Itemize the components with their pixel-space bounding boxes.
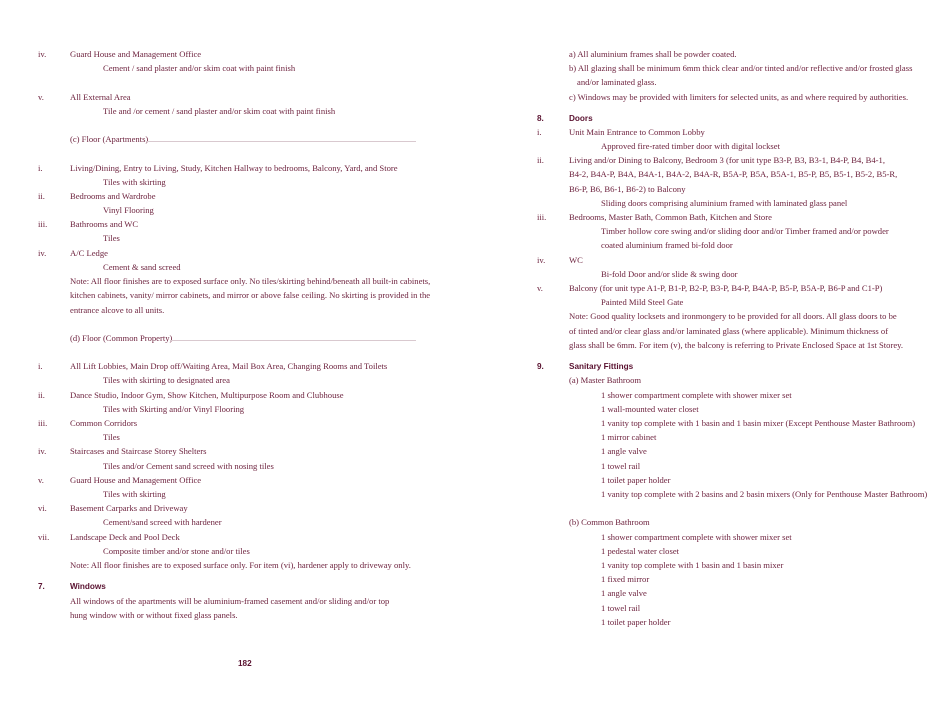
door-item-area: Balcony (for unit type A1-P, B1-P, B2-P, B3-P, B4-P, B4A-P, B5-P, B5A-P, B6-P and C1-P) — [569, 283, 883, 293]
door-item-area: B6-P, B6, B6-1, B6-2) to Balcony — [569, 184, 686, 194]
floor-common-note: Note: All floor finishes are to exposed surface only. For item (vi), hardener apply to driveway only. — [70, 560, 411, 570]
doors-note: glass shall be 6mm. For item (v), the balcony is referring to Private Enclosed Space at 1st Storey. — [569, 340, 904, 350]
master-bathroom-item: 1 shower compartment complete with shower mixer set — [601, 390, 792, 400]
door-item-area: B4-2, B4A-P, B4A, B4A-1, B4A-2, B4A-R, B5A-P, B5A, B5A-1, B5-P, B5, B5-1, B5-2, B5-R, — [569, 169, 898, 179]
door-item-spec: coated aluminium framed bi-fold door — [601, 240, 733, 250]
floor-apartments-note: kitchen cabinets, vanity/ mirror cabinets, and mirror or above false ceiling. No skirting is provided in the — [70, 290, 431, 300]
door-item-num: ii. — [537, 155, 544, 165]
floor-common-item-spec: Composite timber and/or stone and/or tiles — [103, 546, 250, 556]
floor-common-item-spec: Tiles with skirting to designated area — [103, 375, 230, 385]
common-bathroom-item: 1 angle valve — [601, 588, 647, 598]
door-item-area: Living and/or Dining to Balcony, Bedroom 3 (for unit type B3-P, B3, B3-1, B4-P, B4, B4-1, — [569, 155, 885, 165]
floor-common-item-num: v. — [38, 475, 44, 485]
door-item-num: v. — [537, 283, 543, 293]
door-item-area: Unit Main Entrance to Common Lobby — [569, 127, 705, 137]
windows-text: hung window with or without fixed glass panels. — [70, 610, 238, 620]
floor-common-item-num: ii. — [38, 390, 45, 400]
floor-common-item-spec: Tiles and/or Cement sand screed with nosing tiles — [103, 461, 274, 471]
wall-item-area: Guard House and Management Office — [70, 49, 202, 59]
sanitary-title: Sanitary Fittings — [569, 362, 634, 371]
sanitary-num: 9. — [537, 362, 544, 371]
wall-item-area: All External Area — [70, 92, 131, 102]
master-bathroom-item: 1 mirror cabinet — [601, 432, 657, 442]
floor-item-num: ii. — [38, 191, 45, 201]
master-bathroom-item: 1 vanity top complete with 2 basins and 2 basin mixers (Only for Penthouse Master Bathroom) — [601, 489, 928, 499]
floor-common-item-area: Staircases and Staircase Storey Shelters — [70, 446, 207, 456]
doors-note: of tinted and/or clear glass and/or laminated glass (where applicable). Minimum thickness of — [569, 326, 889, 336]
floor-item-area: Living/Dining, Entry to Living, Study, Kitchen Hallway to bedrooms, Balcony, Yard, and Store — [70, 163, 398, 173]
windows-text: All windows of the apartments will be aluminium-framed casement and/or sliding and/or top — [70, 596, 390, 606]
door-item-spec: Approved fire-rated timber door with digital lockset — [601, 141, 780, 151]
floor-item-num: iv. — [38, 248, 47, 258]
common-bathroom-item: 1 towel rail — [601, 603, 641, 613]
master-bathroom-item: 1 toilet paper holder — [601, 475, 671, 485]
floor-common-item-spec: Tiles with skirting — [103, 489, 166, 499]
common-bathroom-item: 1 pedestal water closet — [601, 546, 680, 556]
floor-apartments-note: Note: All floor finishes are to exposed surface only. No tiles/skirting behind/beneath all built-in cabinets, — [70, 276, 431, 286]
floor-common-item-spec: Tiles with Skirting and/or Vinyl Flooring — [103, 404, 245, 414]
door-item-num: iii. — [537, 212, 547, 222]
floor-item-num: iii. — [38, 219, 48, 229]
master-bathroom-item: 1 towel rail — [601, 461, 641, 471]
master-bathroom-item: 1 angle valve — [601, 446, 647, 456]
floor-item-num: i. — [38, 163, 43, 173]
floor-common-title: (d) Floor (Common Property) — [70, 333, 173, 343]
door-item-spec: Bi-fold Door and/or slide & swing door — [601, 269, 738, 279]
master-bathroom-title: (a) Master Bathroom — [569, 375, 642, 385]
wall-item-num: v. — [38, 92, 44, 102]
floor-common-item-num: vii. — [38, 532, 50, 542]
floor-common-item-spec: Cement/sand screed with hardener — [103, 517, 222, 527]
windows-cont-text: and/or laminated glass. — [577, 77, 657, 87]
floor-common-item-num: i. — [38, 361, 43, 371]
door-item-area: Bedrooms, Master Bath, Common Bath, Kitchen and Store — [569, 212, 772, 222]
common-bathroom-item: 1 shower compartment complete with shower mixer set — [601, 532, 792, 542]
master-bathroom-item: 1 vanity top complete with 1 basin and 1 basin mixer (Except Penthouse Master Bathroom) — [601, 418, 916, 428]
floor-common-item-area: Common Corridors — [70, 418, 138, 428]
door-item-num: iv. — [537, 255, 546, 265]
floor-apartments-title: (c) Floor (Apartments) — [70, 134, 149, 144]
door-item-spec: Painted Mild Steel Gate — [601, 297, 684, 307]
floor-item-area: Bedrooms and Wardrobe — [70, 191, 156, 201]
wall-item-num: iv. — [38, 49, 47, 59]
doors-title: Doors — [569, 114, 593, 123]
master-bathroom-item: 1 wall-mounted water closet — [601, 404, 699, 414]
floor-common-item-area: All Lift Lobbies, Main Drop off/Waiting Area, Mail Box Area, Changing Rooms and Toilets — [70, 361, 388, 371]
wall-item-spec: Cement / sand plaster and/or skim coat with paint finish — [103, 63, 296, 73]
doors-num: 8. — [537, 114, 544, 123]
floor-common-item-spec: Tiles — [103, 432, 120, 442]
floor-common-item-area: Dance Studio, Indoor Gym, Show Kitchen, Multipurpose Room and Clubhouse — [70, 390, 344, 400]
floor-item-area: Bathrooms and WC — [70, 219, 139, 229]
floor-item-spec: Tiles — [103, 233, 120, 243]
common-bathroom-item: 1 vanity top complete with 1 basin and 1 basin mixer — [601, 560, 784, 570]
windows-title: Windows — [70, 582, 106, 591]
floor-common-item-num: iv. — [38, 446, 47, 456]
windows-cont-text: a) All aluminium frames shall be powder coated. — [569, 49, 737, 59]
floor-common-item-num: iii. — [38, 418, 48, 428]
common-bathroom-item: 1 fixed mirror — [601, 574, 650, 584]
door-item-num: i. — [537, 127, 542, 137]
floor-item-area: A/C Ledge — [70, 248, 108, 258]
floor-item-spec: Tiles with skirting — [103, 177, 166, 187]
floor-apartments-note: entrance alcove to all units. — [70, 305, 165, 315]
doors-note: Note: Good quality locksets and ironmongery to be provided for all doors. All glass doors to be — [569, 311, 897, 321]
door-item-spec: Sliding doors comprising aluminium framed with laminated glass panel — [601, 198, 848, 208]
floor-common-item-num: vi. — [38, 503, 47, 513]
common-bathroom-title: (b) Common Bathroom — [569, 517, 650, 527]
floor-common-item-area: Landscape Deck and Pool Deck — [70, 532, 180, 542]
page-number: 182 — [238, 659, 252, 668]
common-bathroom-item: 1 toilet paper holder — [601, 617, 671, 627]
floor-common-item-area: Guard House and Management Office — [70, 475, 202, 485]
floor-item-spec: Cement & sand screed — [103, 262, 181, 272]
floor-item-spec: Vinyl Flooring — [103, 205, 154, 215]
floor-common-item-area: Basement Carparks and Driveway — [70, 503, 188, 513]
windows-cont-text: b) All glazing shall be minimum 6mm thick clear and/or tinted and/or reflective and/or frosted glass — [569, 63, 913, 73]
windows-cont-text: c) Windows may be provided with limiters for selected units, as and where required by authorities. — [569, 92, 909, 102]
windows-num: 7. — [38, 582, 45, 591]
section-divider — [146, 141, 416, 142]
section-divider — [170, 340, 416, 341]
wall-item-spec: Tile and /or cement / sand plaster and/or skim coat with paint finish — [103, 106, 336, 116]
door-item-area: WC — [569, 255, 583, 265]
door-item-spec: Timber hollow core swing and/or sliding door and/or Timber framed and/or powder — [601, 226, 889, 236]
